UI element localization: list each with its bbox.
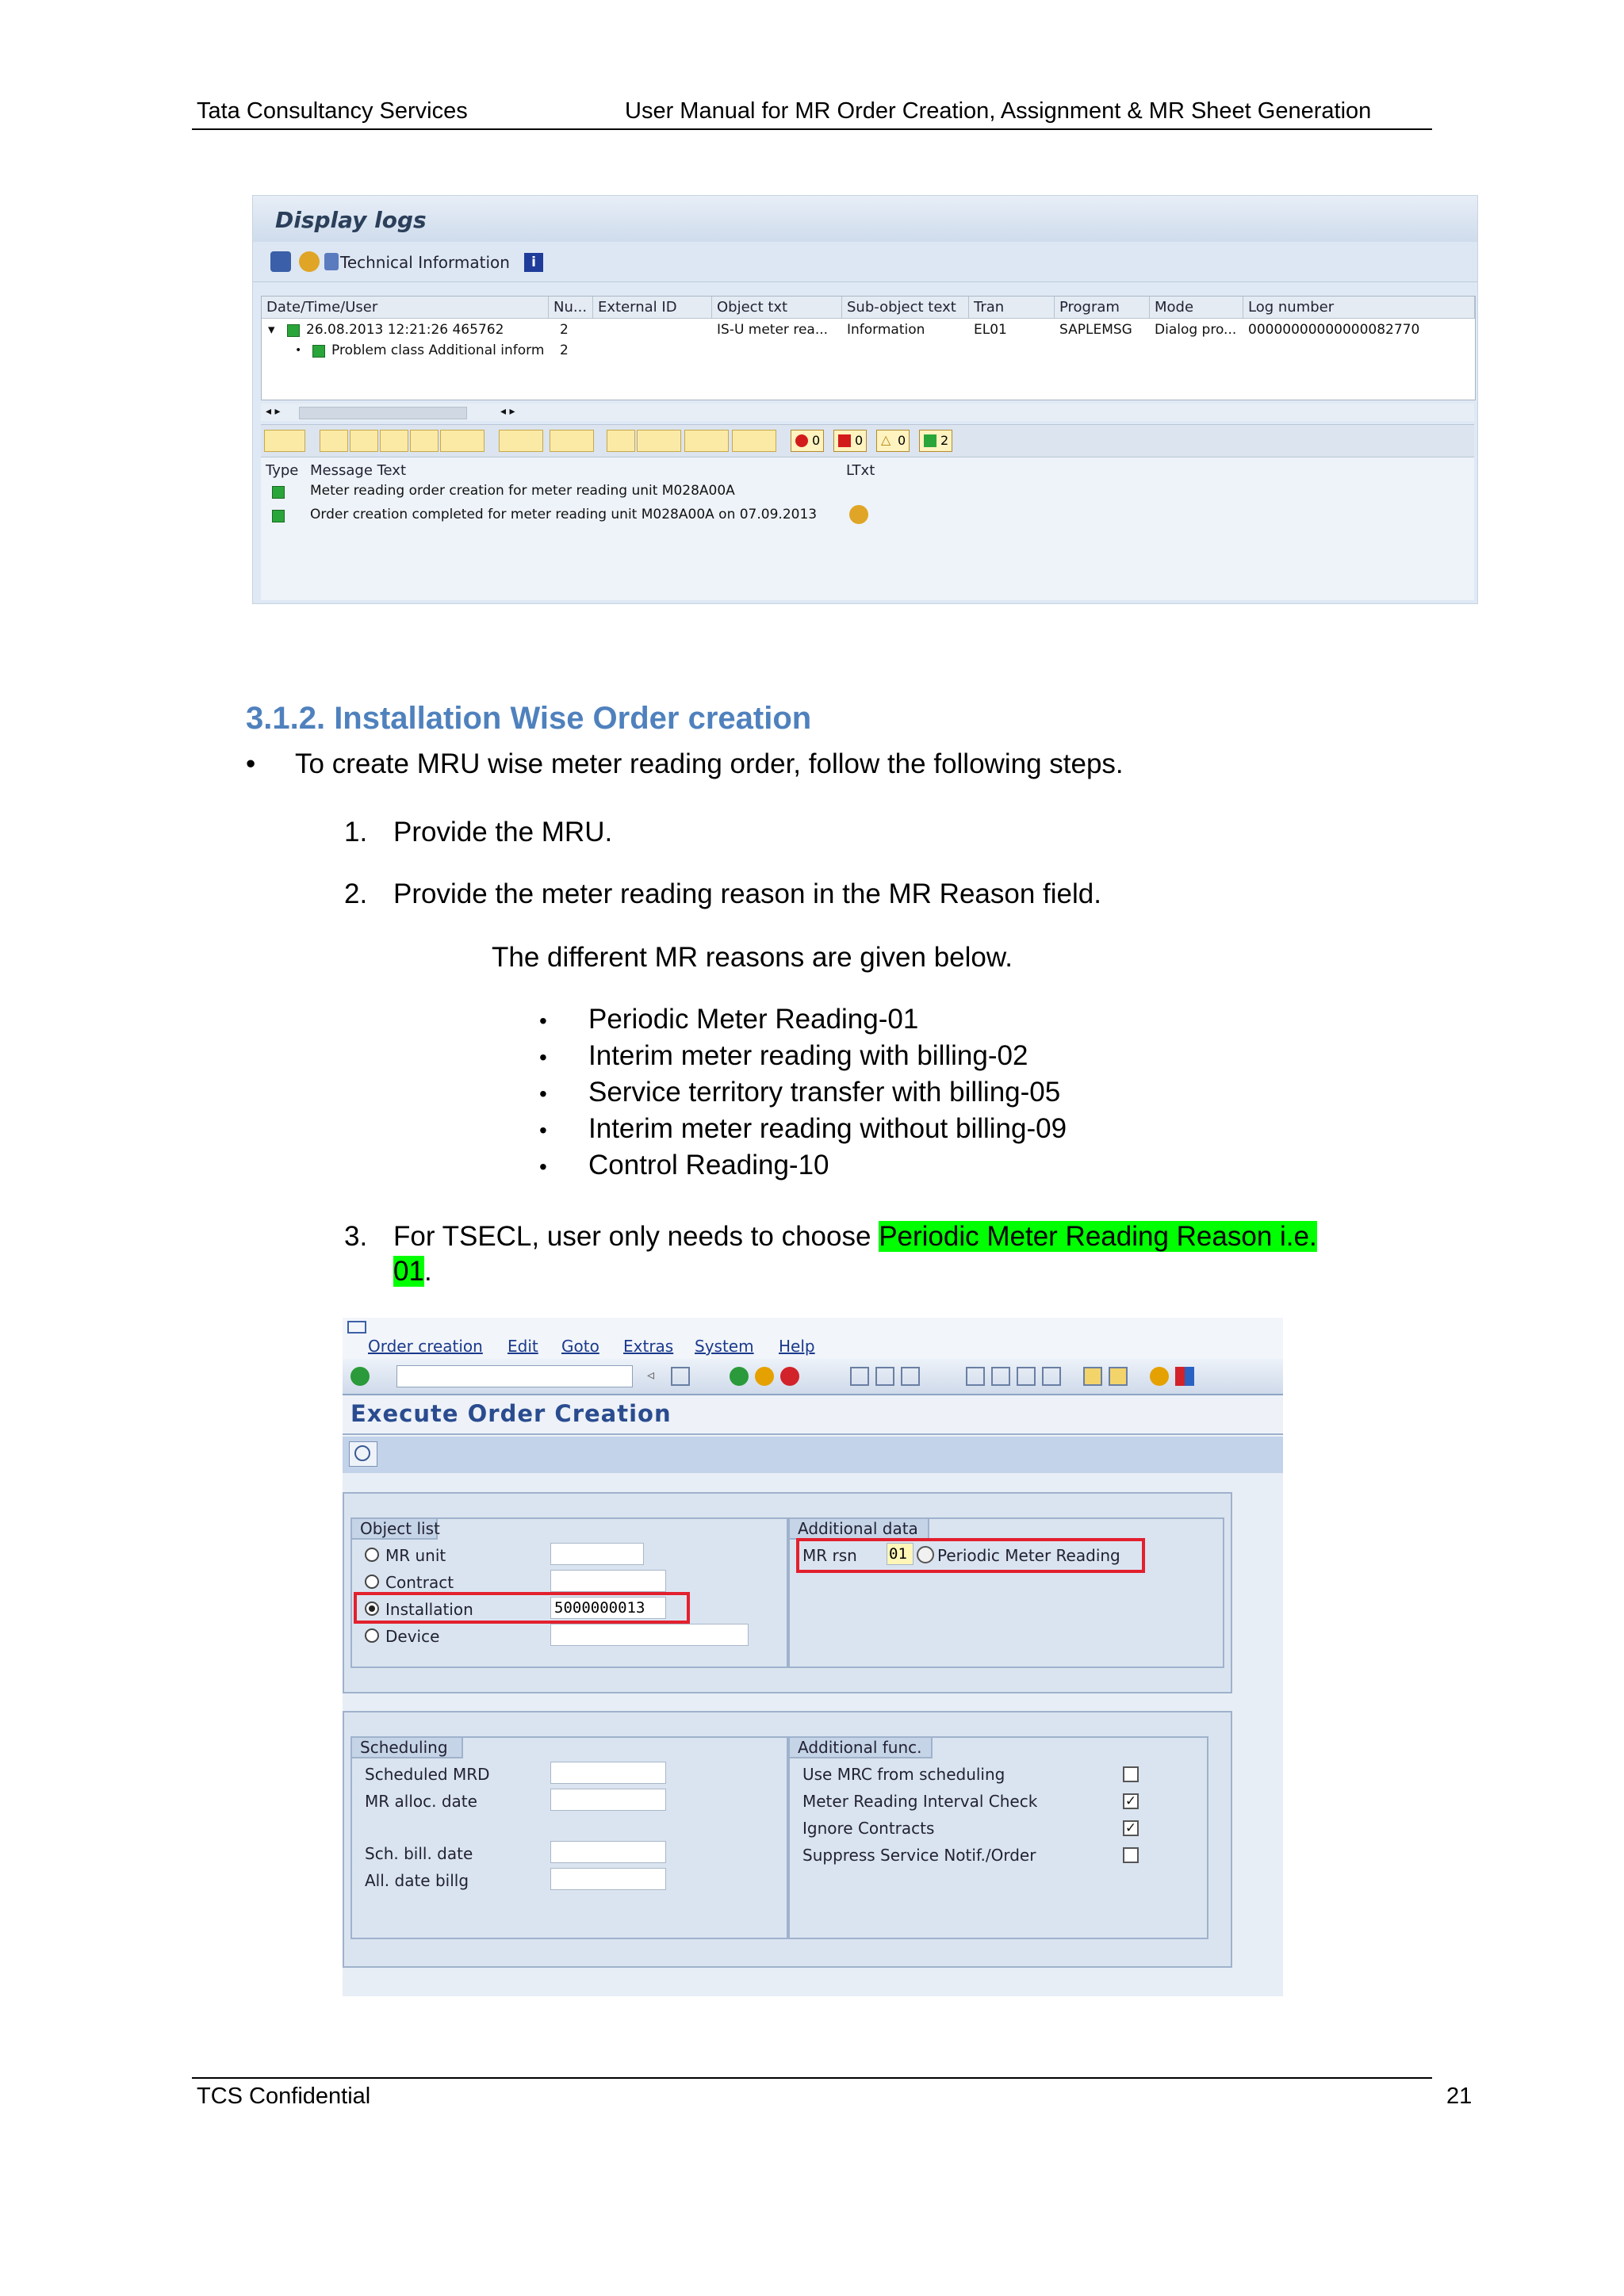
warning-icon: △ [881, 432, 891, 447]
step3-text [393, 1221, 1317, 1253]
sch-bill-date-label: Sch. bill. date [365, 1844, 473, 1863]
row1-num: 2 [560, 322, 569, 338]
command-field[interactable] [396, 1365, 633, 1387]
menu-bar [343, 1318, 1283, 1359]
standard-toolbar [343, 1359, 1283, 1395]
shortcut-icon[interactable] [1109, 1367, 1128, 1386]
step3-highlight: Periodic Meter Reading Reason i.e. [879, 1221, 1317, 1252]
msg-col-ltxt[interactable]: LTxt [846, 462, 875, 479]
mr-interval-check-checkbox[interactable]: ✓ [1123, 1793, 1139, 1809]
mr-interval-check-label: Meter Reading Interval Check [802, 1792, 1038, 1811]
suppress-notif-checkbox[interactable] [1123, 1847, 1139, 1863]
view-icon[interactable] [684, 430, 729, 452]
col-date-user[interactable]: Date/Time/User [262, 297, 549, 319]
msg-col-type[interactable]: Type [266, 462, 299, 479]
status-green-icon [287, 324, 300, 337]
stop-icon [795, 434, 808, 447]
reasons-intro: The different MR reasons are given below. [492, 942, 1013, 973]
refresh-icon[interactable] [270, 251, 291, 272]
display-logs-toolbar [253, 242, 1477, 282]
mr-alloc-date-field[interactable] [550, 1789, 666, 1811]
scheduling-group [350, 1736, 788, 1939]
bullet-dot-icon: • [539, 1008, 547, 1033]
reason-item: Control Reading-10 [588, 1150, 829, 1181]
success-count: 2 [940, 433, 949, 448]
scheduling-title: Scheduling [360, 1738, 448, 1757]
expand-arrow-icon[interactable]: ▾ [268, 322, 275, 338]
scroll-right-icon[interactable]: ◂ ▸ [500, 405, 515, 418]
export-icon[interactable] [607, 430, 635, 452]
object-list-title: Object list [360, 1519, 440, 1538]
all-date-billg-label: All. date billg [365, 1871, 469, 1890]
help-icon[interactable] [299, 251, 320, 272]
additional-func-group [788, 1736, 1208, 1939]
error-count: 0 [855, 433, 864, 448]
reason-item: Service territory transfer with billing-05 [588, 1077, 1061, 1108]
contract-field[interactable] [550, 1570, 666, 1592]
step1-text: Provide the MRU. [393, 817, 613, 848]
mr-rsn-label: MR rsn [802, 1546, 857, 1565]
row1-sub-object: Information [847, 322, 925, 338]
last-page-icon[interactable] [1042, 1367, 1061, 1386]
mr-rsn-field[interactable]: 01 [887, 1543, 914, 1565]
menu-icon[interactable] [347, 1321, 366, 1334]
execute-clock-icon [354, 1445, 370, 1461]
application-toolbar [343, 1437, 1283, 1473]
sort-icon[interactable] [440, 430, 485, 452]
reason-item: Periodic Meter Reading-01 [588, 1004, 919, 1035]
device-field[interactable] [550, 1624, 749, 1646]
row1-log-number: 00000000000000082770 [1248, 322, 1420, 338]
scheduled-mrd-label: Scheduled MRD [365, 1765, 490, 1784]
step1-number: 1. [344, 817, 368, 848]
selection-screen [343, 1473, 1283, 1996]
step2-text: Provide the meter reading reason in the MR Reason field. [393, 878, 1101, 909]
back-icon[interactable] [730, 1367, 749, 1386]
footer-rule [192, 2077, 1432, 2079]
long-text-help-icon[interactable] [849, 505, 868, 524]
footer-confidential: TCS Confidential [197, 2084, 371, 2109]
message-toolbar [261, 424, 1474, 457]
ignore-contracts-label: Ignore Contracts [802, 1819, 935, 1838]
step3-number: 3. [344, 1221, 368, 1252]
menu-edit[interactable]: Edit [508, 1337, 538, 1356]
row2-num: 2 [560, 342, 569, 358]
col-program[interactable]: Program [1055, 297, 1150, 319]
col-tran[interactable]: Tran [969, 297, 1055, 319]
mr-unit-field[interactable] [550, 1543, 644, 1565]
reason-item: Interim meter reading with billing-02 [588, 1040, 1028, 1071]
select-icon[interactable] [410, 430, 439, 452]
mr-unit-label: MR unit [385, 1546, 446, 1565]
customize-layout-icon[interactable] [1175, 1367, 1194, 1386]
section-heading: 3.1.2. Installation Wise Order creation [246, 701, 812, 736]
technical-info-icon[interactable] [324, 253, 339, 270]
scroll-thumb[interactable] [299, 407, 467, 419]
scheduling-panel [343, 1711, 1232, 1968]
bullet-dot-icon: • [539, 1045, 547, 1070]
menu-system[interactable]: System [695, 1337, 754, 1356]
print-icon[interactable] [850, 1367, 869, 1386]
msg-col-text[interactable]: Message Text [310, 462, 407, 479]
first-page-icon[interactable] [966, 1367, 985, 1386]
print-icon[interactable] [320, 430, 348, 452]
execute-order-creation-screenshot [343, 1318, 1283, 1996]
col-num[interactable]: Nu... [549, 297, 593, 319]
device-label: Device [385, 1627, 440, 1646]
header-rule [192, 128, 1432, 130]
reason-item: Interim meter reading without billing-09 [588, 1113, 1067, 1144]
all-date-billg-field[interactable] [550, 1868, 666, 1890]
info-icon[interactable]: i [524, 253, 543, 272]
row1-tran: EL01 [974, 322, 1007, 338]
save-icon[interactable] [671, 1367, 690, 1386]
additional-func-title: Additional func. [798, 1738, 922, 1757]
installation-highlight-box [354, 1592, 690, 1624]
additional-data-title: Additional data [798, 1519, 918, 1538]
bullet-dot-icon: • [539, 1154, 547, 1179]
display-logs-screenshot [252, 195, 1478, 604]
mr-rsn-text: Periodic Meter Reading [937, 1546, 1120, 1565]
menu-goto[interactable]: Goto [561, 1337, 599, 1356]
page-number: 21 [1446, 2084, 1473, 2109]
mr-alloc-date-label: MR alloc. date [365, 1792, 477, 1811]
stop-count: 0 [812, 433, 821, 448]
enter-icon[interactable] [350, 1367, 370, 1386]
col-external-id[interactable]: External ID [593, 297, 712, 319]
use-mrc-checkbox[interactable] [1123, 1766, 1139, 1782]
step3-text-cont [393, 1256, 432, 1288]
execute-button[interactable] [349, 1441, 377, 1467]
step3-pre: For TSECL, user only needs to choose [393, 1221, 879, 1252]
mr-unit-radio[interactable] [365, 1548, 379, 1562]
row2-label[interactable]: Problem class Additional inform [331, 342, 545, 358]
new-session-icon[interactable] [1083, 1367, 1102, 1386]
display-logs-title: Display logs [275, 207, 427, 233]
row1-mode: Dialog pro... [1155, 322, 1237, 338]
display-logs-titlebar [253, 196, 1477, 242]
step3-post: . [423, 1256, 432, 1287]
message-list [261, 457, 1474, 600]
message-success-icon [272, 486, 285, 499]
bullet-dot-icon: • [295, 344, 302, 357]
mr-rsn-highlight-box [796, 1538, 1145, 1573]
success-count-button[interactable] [919, 430, 952, 452]
bullet-dot-icon: • [246, 748, 256, 779]
warning-count: 0 [898, 433, 906, 448]
installation-label: Installation [385, 1600, 473, 1619]
find-next-icon[interactable] [380, 430, 408, 452]
scroll-left-icon[interactable]: ◂ ▸ [266, 405, 281, 418]
col-sub-object-text[interactable]: Sub-object text [842, 297, 969, 319]
error-count-button[interactable] [833, 430, 867, 452]
header-doc-title: User Manual for MR Order Creation, Assignment & MR Sheet Generation [625, 98, 1372, 124]
horizontal-scrollbar[interactable] [261, 404, 1474, 421]
find-icon[interactable] [875, 1367, 894, 1386]
row1-object-txt: IS-U meter rea... [717, 322, 829, 338]
cancel-icon[interactable] [780, 1367, 799, 1386]
technical-info-label[interactable]: Technical Information [340, 253, 510, 272]
scheduled-mrd-field[interactable] [550, 1762, 666, 1784]
additional-data-group [788, 1517, 1224, 1668]
step3-highlight-value: 01 [393, 1256, 424, 1287]
header-company: Tata Consultancy Services [197, 98, 468, 124]
find-icon[interactable] [350, 430, 378, 452]
step2-number: 2. [344, 878, 368, 909]
use-mrc-label: Use MRC from scheduling [802, 1765, 1005, 1784]
suppress-notif-label: Suppress Service Notif./Order [802, 1846, 1036, 1865]
detail-icon[interactable] [732, 430, 776, 452]
contract-radio[interactable] [365, 1575, 379, 1589]
menu-extras[interactable]: Extras [623, 1337, 674, 1356]
col-log-number[interactable]: Log number [1243, 297, 1475, 319]
row1-program: SAPLEMSG [1059, 322, 1132, 338]
find-next-icon[interactable] [901, 1367, 920, 1386]
object-panel [343, 1492, 1232, 1693]
stop-count-button[interactable] [791, 430, 824, 452]
object-list-group [350, 1517, 788, 1668]
ignore-contracts-checkbox[interactable]: ✓ [1123, 1820, 1139, 1836]
exit-icon[interactable] [755, 1367, 774, 1386]
screen-title: Execute Order Creation [350, 1400, 672, 1427]
device-radio[interactable] [365, 1628, 379, 1643]
contract-label: Contract [385, 1573, 454, 1592]
col-object-txt[interactable]: Object txt [712, 297, 842, 319]
sum-icon[interactable] [499, 430, 543, 452]
back-arrow-icon[interactable]: ◃ [647, 1367, 655, 1383]
title-divider [343, 1433, 1283, 1435]
intro-text: To create MRU wise meter reading order, follow the following steps. [295, 748, 1124, 779]
installation-field[interactable]: 5000000013 [550, 1597, 666, 1619]
previous-page-icon[interactable] [991, 1367, 1010, 1386]
layout-icon[interactable] [637, 430, 681, 452]
filter-icon[interactable] [264, 430, 305, 452]
row1-date-user[interactable]: 26.08.2013 12:21:26 465762 [306, 322, 504, 338]
help-icon[interactable] [1150, 1367, 1169, 1386]
message-success-icon [272, 510, 285, 522]
status-green-icon [312, 345, 325, 358]
success-icon [924, 434, 936, 447]
message-2[interactable]: Order creation completed for meter reading unit M028A00A on 07.09.2013 [310, 507, 818, 522]
menu-help[interactable]: Help [779, 1337, 815, 1356]
error-icon [838, 434, 851, 447]
message-1[interactable]: Meter reading order creation for meter reading unit M028A00A [310, 483, 735, 499]
warning-count-button[interactable] [876, 430, 910, 452]
sch-bill-date-field[interactable] [550, 1841, 666, 1863]
log-table [261, 296, 1476, 400]
next-page-icon[interactable] [1017, 1367, 1036, 1386]
bullet-dot-icon: • [539, 1081, 547, 1106]
bullet-dot-icon: • [539, 1118, 547, 1142]
menu-order-creation[interactable]: Order creation [368, 1337, 483, 1356]
col-mode[interactable]: Mode [1150, 297, 1243, 319]
subtotal-icon[interactable] [550, 430, 594, 452]
